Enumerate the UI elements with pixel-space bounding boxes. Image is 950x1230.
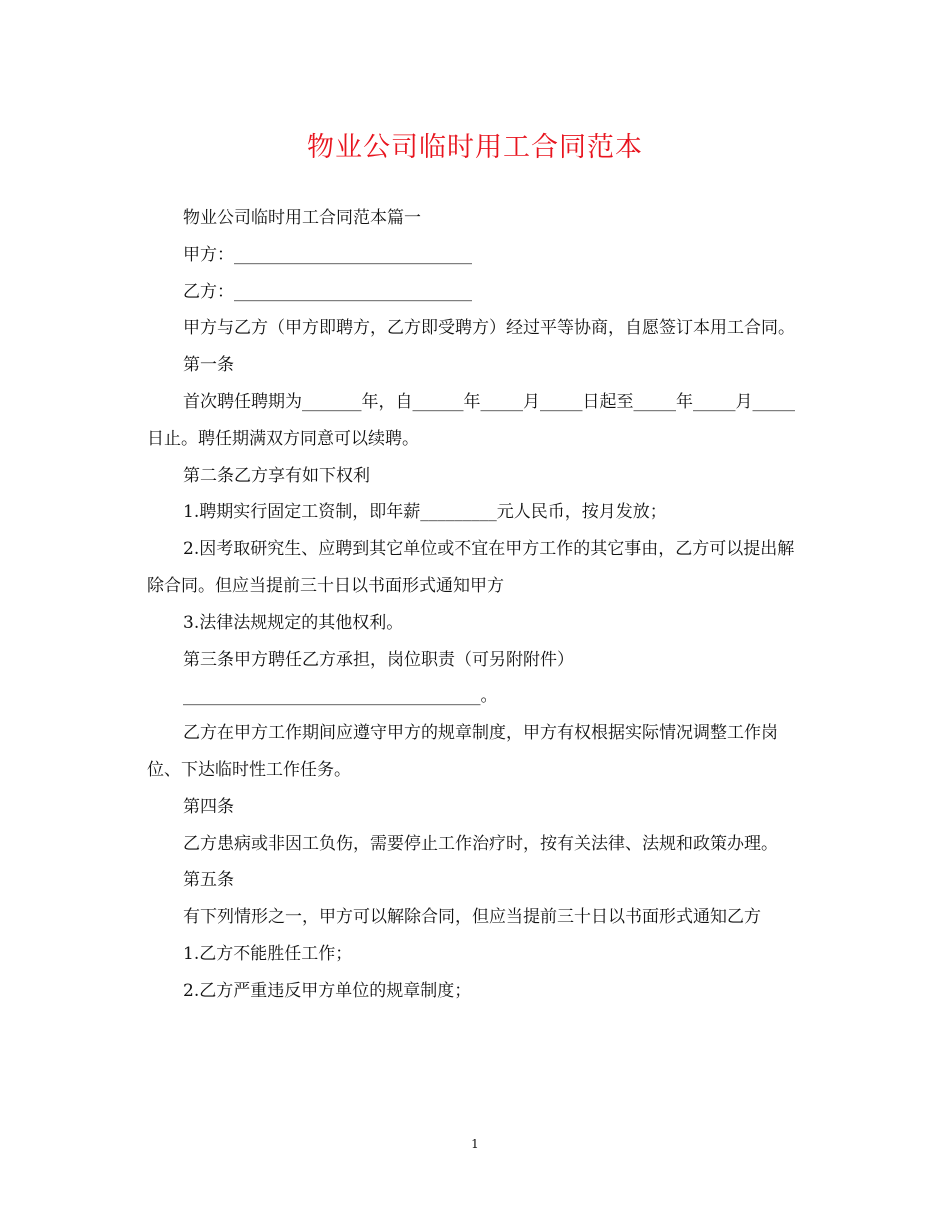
- article-2-item-2: 2.因考取研究生、应聘到其它单位或不宜在甲方工作的其它事由，乙方可以提出解除合同。但应当提前三十日以书面形式通知甲方: [147, 539, 795, 596]
- intro-paragraph: 甲方与乙方（甲方即聘方，乙方即受聘方）经过平等协商，自愿签订本用工合同。: [183, 318, 795, 339]
- article-4-heading: 第四条: [183, 796, 234, 817]
- rules-paragraph: 乙方在甲方工作期间应遵守甲方的规章制度，甲方有权根据实际情况调整工作岗位、下达临时性工作任务。: [147, 723, 778, 780]
- article-5-heading: 第五条: [183, 870, 234, 891]
- article-2-item-1: 1.聘期实行固定工资制，即年薪_________元人民币，按月发放；: [183, 502, 667, 523]
- article-5-paragraph: 有下列情形之一，甲方可以解除合同，但应当提前三十日以书面形式通知乙方: [183, 907, 761, 928]
- article-2-heading: 第二条乙方享有如下权利: [183, 465, 370, 486]
- article-1-term-paragraph: 首次聘任聘期为_______年，自______年_____月_____日起至_____年_____月_____日止。聘任期满双方同意可以续聘。: [147, 391, 795, 449]
- party-a-line: 甲方：____________________________: [183, 244, 472, 265]
- article-5-item-1: 1.乙方不能胜任工作；: [183, 943, 353, 964]
- article-5-item-2: 2.乙方严重违反甲方单位的规章制度；: [183, 980, 472, 1001]
- document-body: [147, 200, 802, 1010]
- document-title: 物业公司临时用工合同范本: [307, 132, 643, 163]
- article-1-heading: 第一条: [183, 355, 234, 376]
- article-2-item-3: 3.法律法规规定的其他权利。: [183, 612, 404, 633]
- duty-blank-line: ___________________________________。: [183, 686, 498, 707]
- party-b-line: 乙方：____________________________: [183, 281, 472, 302]
- subtitle-paragraph: 物业公司临时用工合同范本篇一: [183, 208, 421, 228]
- article-3-heading: 第三条甲方聘任乙方承担，岗位职责（可另附附件）: [183, 649, 574, 670]
- article-4-paragraph: 乙方患病或非因工负伤，需要停止工作治疗时，按有关法律、法规和政策办理。: [183, 833, 778, 854]
- page-number: 1: [471, 1137, 479, 1151]
